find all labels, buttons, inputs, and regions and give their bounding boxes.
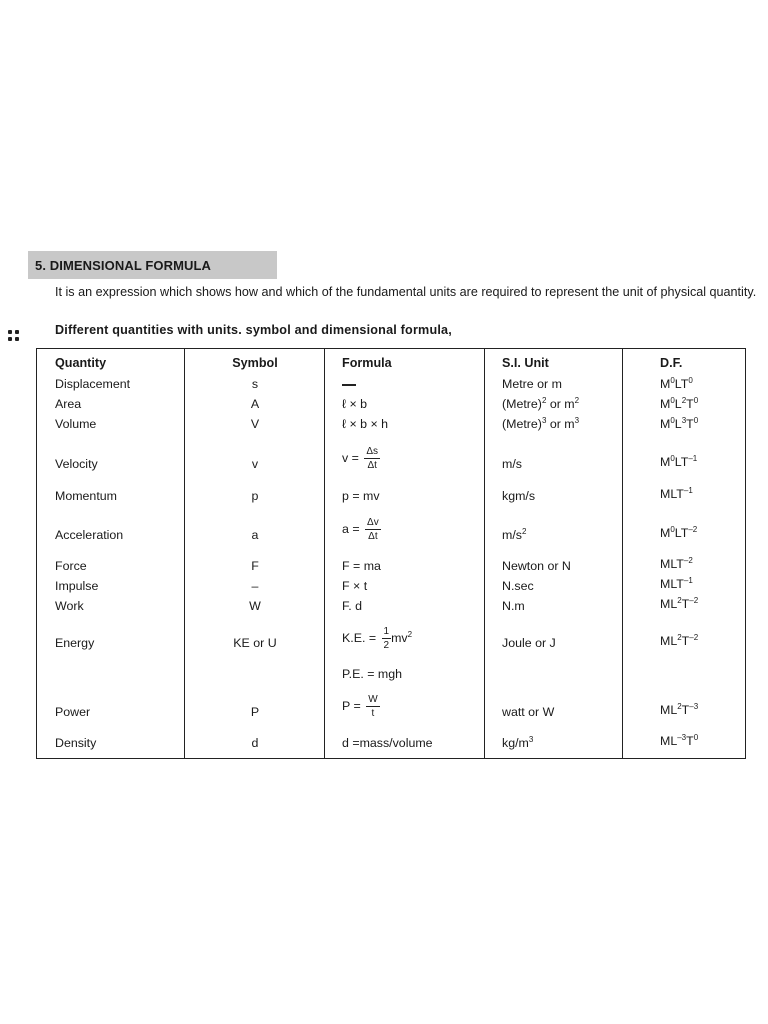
quantity-velocity: Velocity [55, 457, 98, 471]
formula-impulse: F × t [342, 579, 368, 593]
unit-force: Newton or N [502, 559, 571, 573]
unit-power: watt or W [502, 705, 555, 719]
symbol-momentum: p [251, 489, 259, 503]
column-divider [324, 349, 325, 758]
symbol-power: P [250, 705, 260, 719]
symbol-displacement: s [251, 377, 259, 391]
unit-displacement: Metre or m [502, 377, 562, 391]
column-divider [622, 349, 623, 758]
unit-density: $kg/m^3$ [502, 735, 534, 750]
unit-momentum: kgm/s [502, 489, 536, 503]
unit-acceleration: $m/s^2$ [502, 527, 527, 542]
quantity-work: Work [55, 599, 84, 613]
quantity-momentum: Momentum [55, 489, 117, 503]
fraction: $\frac{1}{2}$ [383, 626, 390, 651]
df-momentum: $MLT^{-1}$ [660, 486, 693, 501]
quantity-impulse: Impulse [55, 579, 99, 593]
header-formula: Formula [342, 356, 392, 370]
unit-area: (Metre)$^2$ or $m^2$ [502, 396, 580, 411]
df-energy: $ML^2T^{-2}$ [660, 633, 699, 648]
formula-force: F = ma [342, 559, 381, 573]
column-divider [184, 349, 185, 758]
intro-paragraph: It is an expression which shows how and which of the fundamental units are required to represent the unit of physical quantity. [55, 285, 757, 299]
formula-density: d =mass/volume [342, 736, 433, 750]
quantity-density: Density [55, 736, 97, 750]
header-df: D.F. [660, 356, 683, 370]
df-power: $ML^2T^{-3}$ [660, 702, 699, 717]
symbol-density: d [251, 736, 259, 750]
df-force: $MLT^{-2}$ [660, 556, 693, 571]
symbol-work: W [249, 599, 261, 613]
unit-energy: Joule or J [502, 636, 556, 650]
df-volume: $M^0L^3T^0$ [660, 416, 699, 431]
quantity-area: Area [55, 397, 82, 411]
formula-area: ℓ × b [342, 397, 368, 411]
header-symbol: Symbol [232, 356, 278, 370]
unit-velocity: m/s [502, 457, 522, 471]
dimensional-formula-table [36, 348, 746, 759]
symbol-volume: V [250, 417, 260, 431]
column-divider [484, 349, 485, 758]
symbol-impulse: – [251, 579, 259, 593]
quantity-power: Power [55, 705, 91, 719]
bullet-marker [8, 330, 24, 346]
symbol-energy: KE or U [233, 636, 277, 650]
formula-power: P = $\frac{W}{t}$ [342, 694, 378, 719]
df-acceleration: $M^0LT^{-2}$ [660, 525, 698, 540]
unit-volume: (Metre)$^3$ or $m^3$ [502, 416, 580, 431]
quantity-acceleration: Acceleration [55, 528, 124, 542]
formula-velocity: v = $\frac{\Delta s}{\Delta t}$ [342, 446, 379, 471]
fraction: $\frac{\Delta v}{\Delta t}$ [367, 517, 379, 542]
dash-mark [342, 384, 356, 386]
quantity-force: Force [55, 559, 87, 573]
section-heading: 5. DIMENSIONAL FORMULA [28, 251, 277, 279]
fraction: $\frac{W}{t}$ [368, 694, 378, 719]
unit-impulse: N.sec [502, 579, 534, 593]
formula-energy-pe: P.E. = mgh [342, 667, 403, 681]
quantity-volume: Volume [55, 417, 97, 431]
df-velocity: $M^0LT^{-1}$ [660, 454, 698, 469]
table-intro: Different quantities with units. symbol and dimensional formula, [55, 323, 452, 337]
df-density: $ML^{-3}T^0$ [660, 733, 699, 748]
header-unit: S.I. Unit [502, 356, 549, 370]
df-area: $M^0L^2T^0$ [660, 396, 699, 411]
quantity-energy: Energy [55, 636, 95, 650]
fraction: $\frac{\Delta s}{\Delta t}$ [366, 446, 379, 471]
symbol-area: A [250, 397, 260, 411]
unit-work: N.m [502, 599, 525, 613]
formula-displacement [342, 377, 356, 391]
df-work: $ML^2T^{-2}$ [660, 596, 699, 611]
df-impulse: $MLT^{-1}$ [660, 576, 693, 591]
formula-momentum: p = mv [342, 489, 380, 503]
formula-acceleration: a = $\frac{\Delta v}{\Delta t}$ [342, 517, 379, 542]
quantity-displacement: Displacement [55, 377, 131, 391]
formula-volume: ℓ × b × h [342, 417, 389, 431]
symbol-velocity: v [251, 457, 259, 471]
df-displacement: $M^0LT^0$ [660, 376, 693, 391]
formula-work: F. d [342, 599, 362, 613]
symbol-acceleration: a [251, 528, 259, 542]
symbol-force: F [251, 559, 259, 573]
header-quantity: Quantity [55, 356, 107, 370]
formula-energy-ke: K.E. = $\frac{1}{2}$ $mv^2$ [342, 626, 413, 651]
